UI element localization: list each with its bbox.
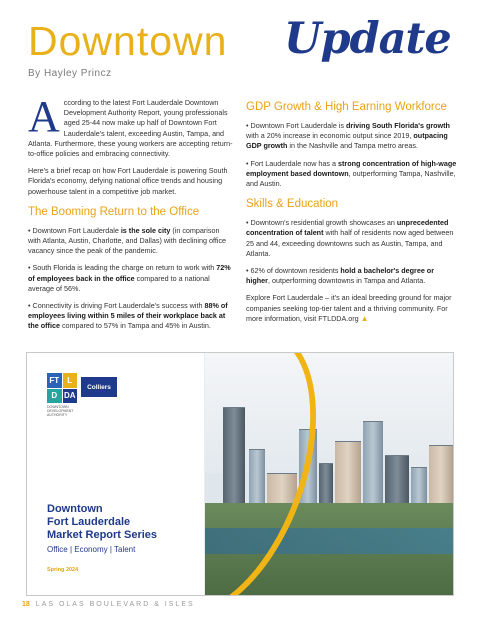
section-heading-skills: Skills & Education (246, 198, 339, 211)
cover-card (27, 353, 205, 596)
bullet-text: compared to 57% in Tampa and 45% in Austin. (59, 321, 211, 331)
cover-title-line: Market Report Series (47, 529, 158, 541)
bullet-text: , outperforming downtowns in Tampa and Atlanta. (267, 276, 426, 286)
bullet-highlight: driving South Florida's growth (346, 121, 450, 130)
cover-title (47, 503, 197, 542)
bullet-highlight: hold a bachelor's degree or higher (246, 266, 434, 286)
title-downtown: Downtown (28, 18, 228, 64)
bullet-sole-city (28, 226, 233, 257)
cover-date: Spring 2024 (47, 567, 79, 573)
intro-text: ccording to the latest Fort Lauderdale Downtown Development Authority Report, young professionals aged 25-44 now make up half of Downtown Fort Lauderdale's talent, exceeding Austin, Tampa, and Atlanta. Furthermore, these young workers are accepting return-to-office policies and embracing connectivity. (28, 98, 233, 159)
section-heading-return-to-office: The Booming Return to the Office (28, 205, 200, 218)
bullet-text: • Connectivity is driving Fort Lauderdale's success with (28, 301, 205, 311)
end-mark-icon: ▲ (360, 313, 369, 323)
title-block (28, 14, 468, 68)
right-column (246, 100, 458, 331)
publication-name: LAS OLAS BOULEVARD & ISLES (35, 601, 195, 608)
bullet-text: • Downtown's residential growth showcases an (246, 218, 397, 228)
bullet-degrees (246, 266, 458, 286)
bullet-text: • Downtown Fort Lauderdale (28, 225, 121, 235)
cover-title-line: Downtown (47, 503, 103, 515)
intro-paragraph (28, 92, 233, 159)
left-column (28, 92, 233, 339)
bullet-text: with half of residents now aged between 25 and 44, exceeding downtowns such as Austin, Tampa, and Atlanta. (246, 228, 454, 258)
logo-letter: FT (47, 373, 62, 388)
logo-letter: L (63, 373, 78, 388)
bullet-text: • 62% of downtown residents (246, 266, 341, 276)
logo-letter: DA (63, 389, 78, 404)
cover-subtitle: Office | Economy | Talent (47, 545, 136, 554)
bullet-highlight: 72% of employees back in the office (28, 263, 231, 283)
bullet-text: in the Nashville and Tampa metro areas. (287, 141, 418, 151)
section-heading-gdp: GDP Growth & High Earning Workforce (246, 101, 447, 113)
bullet-text: with a 20% increase in economic output since 2019, (246, 131, 414, 141)
closing-paragraph (246, 293, 458, 324)
bullet-return-rate (28, 263, 233, 294)
dda-logo-caption: DOWNTOWN DEVELOPMENT AUTHORITY (47, 405, 74, 417)
bullet-highlight: strong concentration of high-wage employment based downtown (246, 158, 457, 178)
report-cover-image (26, 352, 454, 596)
dda-logo (47, 373, 77, 403)
page-number: 18 (22, 601, 30, 608)
colliers-logo: Colliers (81, 377, 117, 397)
title-update: Update (284, 14, 451, 64)
recap-paragraph: Here's a brief recap on how Fort Lauderdale is powering South Florida's economy, defying national office trends and housing powerhouse talent in a competitive job market. (28, 166, 228, 196)
page-footer (22, 601, 195, 608)
logo-letter: D (47, 389, 62, 404)
bullet-highlight: 88% of employees living within 5 miles of their workplace back at the office (28, 301, 228, 331)
bullet-gdp-growth (246, 121, 458, 152)
bullet-highlight: is the sole city (120, 225, 171, 235)
bullet-talent-concentration (246, 218, 458, 259)
bullet-text: , outperforming Tampa, Nashville, and Austin. (246, 168, 456, 189)
bullet-text: • South Florida is leading the charge on return to work with (28, 263, 217, 273)
bullet-text: compared to a national average of 56%. (28, 273, 210, 293)
drop-cap: A (28, 92, 60, 141)
cover-title-line: Fort Lauderdale (47, 516, 131, 528)
bullet-text: • Fort Lauderdale now has a (246, 158, 339, 168)
bullet-text: • Downtown Fort Lauderdale is (246, 121, 346, 130)
bullet-high-wage (246, 159, 458, 190)
bullet-highlight: unprecedented concentration of talent (246, 218, 449, 238)
bullet-highlight: outpacing GDP growth (246, 131, 448, 151)
bullet-connectivity (28, 301, 233, 332)
bullet-text: (in comparison with Atlanta, Austin, Charlotte, and Dallas) with declining office vacancy since the peak of the pandemic. (28, 225, 227, 256)
byline: By Hayley Princz (28, 68, 112, 79)
closing-text: Explore Fort Lauderdale – it's an ideal breeding ground for major companies seeking top-tier talent and a thriving community. For more information, visit FTLDDA.org (246, 293, 452, 323)
